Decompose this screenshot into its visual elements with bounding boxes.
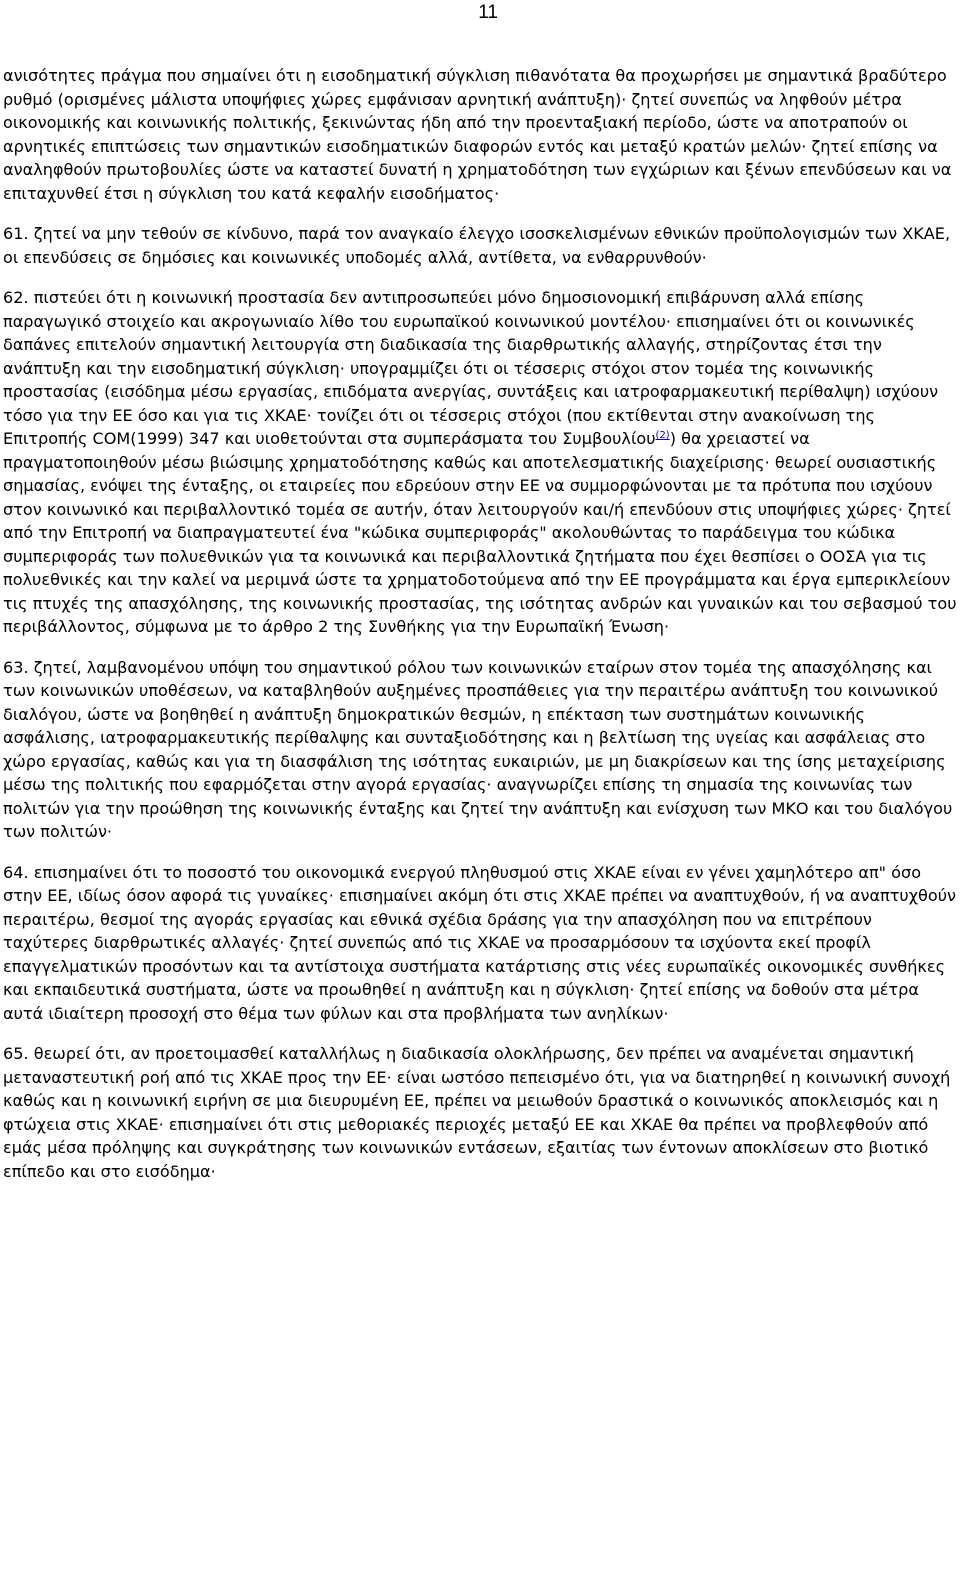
paragraph-number: 63.: [3, 657, 29, 677]
paragraph-text: πιστεύει ότι η κοινωνική προστασία δεν αντιπροσωπεύει μόνο δημοσιονομική επιβάρυνση αλλά επίσης παραγωγικό στοιχείο και ακρογωνιαίο λίθο του ευρωπαϊκού κοινωνικού μοντέλου· επισημαίνει ότι οι κοινωνικές δαπάνες επιτελούν σημαντική λειτουργία στη διαδικασία της διαρθρωτικής αλλαγής, στηρίζοντας έτσι την ανάπτυξη και την εισοδηματική σύγκλιση· υπογραμμίζει ότι οι τέσσερις στόχοι στον τομέα της κοινωνικής προστασίας (εισόδημα μέσω εργασίας, επιδόματα ανεργίας, συντάξεις και ιατροφαρμακευτική περίθαλψη) ισχύουν τόσο για την ΕΕ όσο και για τις ΧΚΑΕ· τονίζει ότι οι τέσσερις στόχοι (που εκτίθενται στην ανακοίνωση της Επιτροπής COM(1999) 347 και υιοθετούνται στα συμπεράσματα του Συμβουλίου: [3, 288, 939, 448]
paragraph-number: 61.: [3, 224, 29, 243]
paragraph-61: [3, 222, 957, 269]
document-body: [3, 64, 957, 1200]
paragraph-number: 65.: [3, 1044, 29, 1063]
paragraph-text-continued: ) θα χρειαστεί να πραγματοποιηθούν μέσω βιώσιμης χρηματοδότησης καθώς και αποτελεσματικής διαχείρισης· θεωρεί ουσιαστικής σημασίας, ενόψει της ένταξης, οι εταιρείες που εδρεύουν στην ΕΕ να συμμορφώνονται με τα πρότυπα που ισχύουν στον κοινωνικό και περιβαλλοντικό τομέα σε αυτήν, όταν λειτουργούν και/ή επενδύουν στις υποψήφιες χώρες· ζητεί από την Επιτροπή να διαπραγματευτεί ένα "κώδικα συμπεριφοράς" ακολουθώντας το παράδειγμα του κώδικα συμπεριφοράς των πολυεθνικών για τα κοινωνικά και περιβαλλοντικά ζητήματα που έχει θεσπίσει ο ΟΟΣΑ για τις πολυεθνικές και την καλεί να μεριμνά ώστε τα χρηματοδοτούμενα από την ΕΕ προγράμματα και έργα εμπερικλείουν τις πτυχές της απασχόλησης, της κοινωνικής προστασίας, της ισότητας ανδρών και γυναικών και του σεβασμού του περιβάλλοντος, σύμφωνα με το άρθρο 2 της Συνθήκης για την Ευρωπαϊκή Ένωση·: [3, 429, 957, 636]
paragraph-number: 62.: [3, 288, 29, 307]
paragraph-62: [3, 286, 957, 639]
paragraph-63: [3, 656, 957, 844]
paragraph-text: ανισότητες πράγμα που σημαίνει ότι η εισοδηματική σύγκλιση πιθανότατα θα προχωρήσει με σημαντικά βραδύτερο ρυθμό (ορισμένες μάλιστα υποψήφιες χώρες εμφάνισαν αρνητική ανάπτυξη)· ζητεί συνεπώς να ληφθούν μέτρα οικονομικής και κοινωνικής πολιτικής, ξεκινώντας ήδη από την προενταξιακή περίοδο, ώστε να αποτραπούν οι αρνητικές επιπτώσεις των σημαντικών εισοδηματικών διαφορών εντός και μεταξύ κρατών μελών· ζητεί επίσης να αναληφθούν πρωτοβουλίες ώστε να καταστεί δυνατή η χρηματοδότηση των εγχώριων και ξένων επενδύσεων και να επιταχυνθεί έτσι η σύγκλιση του κατά κεφαλήν εισοδήματος·: [3, 66, 952, 203]
paragraph-text: ζητεί, λαμβανομένου υπόψη του σημαντικού ρόλου των κοινωνικών εταίρων στον τομέα της απασχόλησης και των κοινωνικών υποθέσεων, να καταβληθούν αυξημένες προσπάθειες για την περαιτέρω ανάπτυξη του κοινωνικού διαλόγου, ώστε να βοηθηθεί η ανάπτυξη δημοκρατικών θεσμών, η επέκταση των συστημάτων κοινωνικής ασφάλισης, ιατροφαρμακευτικής περίθαλψης και συνταξιοδότησης και η βελτίωση της υγείας και ασφάλειας στο χώρο εργασίας, καθώς και για τη διασφάλιση της ισότητας ευκαιριών, με μη διακρίσεων και της ίσης μεταχείρισης μέσω της πολιτικής που εφαρμόζεται στην αγορά εργασίας· αναγνωρίζει επίσης τη σημασία της κοινωνίας των πολιτών για την προώθηση της κοινωνικής ένταξης και ζητεί την ανάπτυξη και ενίσχυση των ΜΚΟ και του διαλόγου των πολιτών·: [3, 657, 953, 841]
intro-paragraph: [3, 64, 957, 205]
paragraph-text: επισημαίνει ότι το ποσοστό του οικονομικά ενεργού πληθυσμού στις ΧΚΑΕ είναι εν γένει χαμηλότερο απ" όσο στην ΕΕ, ιδίως όσον αφορά τις γυναίκες· επισημαίνει ακόμη ότι στις ΧΚΑΕ πρέπει να αναπτυχθούν, ή να αναπτυχθούν περαιτέρω, θεσμοί της αγοράς εργασίας και εθνικά σχέδια δράσης για την απασχόληση που να επιτρέπουν ταχύτερες διαρθρωτικές αλλαγές· ζητεί συνεπώς από τις ΧΚΑΕ να προσαρμόσουν τα ισχύοντα εκεί προφίλ επαγγελματικών προσόντων και τα αντίστοιχα συστήματα κατάρτισης στις νέες ευρωπαϊκές οικονομικές συνθήκες και εκπαιδευτικά συστήματα, ώστε να προωθηθεί η ανάπτυξη και η σύγκλιση· ζητεί επίσης να δοθούν στα μέτρα αυτά ιδιαίτερη προσοχή στο θέμα των φύλων και στα προβλήματα των ανηλίκων·: [3, 862, 957, 1023]
paragraph-65: [3, 1042, 957, 1183]
footnote-reference-link[interactable]: (2): [655, 430, 670, 441]
paragraph-text: ζητεί να μην τεθούν σε κίνδυνο, παρά τον αναγκαίο έλεγχο ισοσκελισμένων εθνικών προϋπολογισμών των ΧΚΑΕ, οι επενδύσεις σε δημόσιες και κοινωνικές υποδομές αλλά, αντίθετα, να ενθαρρυνθούν·: [3, 224, 951, 267]
page-number: 11: [478, 2, 498, 23]
paragraph-text: θεωρεί ότι, αν προετοιμασθεί καταλλήλως η διαδικασία ολοκλήρωσης, δεν πρέπει να αναμένεται σημαντική μεταναστευτική ροή από τις ΧΚΑΕ προς την ΕΕ· είναι ωστόσο πεπεισμένο ότι, για να διατηρηθεί η κοινωνική συνοχή καθώς και η κοινωνική ειρήνη σε μια διευρυμένη ΕΕ, πρέπει να μειωθούν δραστικά ο κοινωνικός αποκλεισμός και η φτώχεια στις ΧΚΑΕ· επισημαίνει ότι στις μεθοριακές περιοχές μεταξύ ΕΕ και ΧΚΑΕ θα πρέπει να προβλεφθούν από εμάς μέσα πρόληψης και συγκράτησης των κοινωνικών εντάσεων, εξαιτίας των έντονων αποκλίσεων στο βιοτικό επίπεδο και στο εισόδημα·: [3, 1044, 951, 1181]
paragraph-64: [3, 861, 957, 1026]
paragraph-number: 64.: [3, 862, 29, 882]
